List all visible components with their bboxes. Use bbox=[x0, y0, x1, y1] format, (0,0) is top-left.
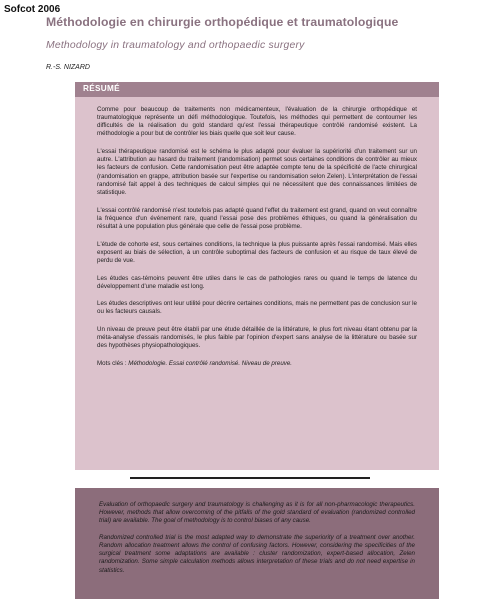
resume-paragraph: Un niveau de preuve peut être établi par une étude détaillée de la littérature, le plus fort niveau étant obtenu par la méta-analyse d'essais randomisés, le plus faible par l'opinion d'expert sans analyse de la littérature ou basée sur des hypothèses physiopathologiques. bbox=[97, 326, 417, 350]
resume-heading: RÉSUMÉ bbox=[83, 84, 120, 93]
journal-label: Sofcot 2006 bbox=[4, 4, 61, 15]
author-name: R.-S. NIZARD bbox=[46, 64, 90, 71]
resume-header-bar bbox=[75, 82, 439, 97]
abstract-paragraph: Randomized controlled trial is the most adapted way to demonstrate the superiority of a treatment over another. Random allocation treatment allows the control of confusing factors. However, considering the specificities of the surgical treatment some adaptations are available : cluster randomization, expert-based allocation, Zelen randomization. Some simple calculation methods allows interpretation of these trials and do not need expertise in statistics. bbox=[99, 533, 415, 574]
keywords-line bbox=[97, 360, 417, 368]
section-divider bbox=[130, 477, 370, 479]
resume-body bbox=[97, 106, 417, 368]
resume-paragraph: L'essai thérapeutique randomisé est le schéma le plus adapté pour évaluer la supériorité d'un traitement sur un autre. L'attribution au hasard du traitement (randomisation) permet sous certaines conditions de contrôler au mieux les facteurs de confusion. Cette randomisation peut être adaptée compte tenu de la spécificité de l'acte chirurgical (randomisation en grappe, attribution basée sur l'expertise ou randomisation selon Zelen). L'interprétation de l'essai randomisé fait appel à des techniques de calcul simples qui ne nécessitent que des connaissances limitées de statistique. bbox=[97, 148, 417, 196]
resume-paragraph: Les études cas-témoins peuvent être utiles dans le cas de pathologies rares ou quand le temps de latence du développement d'une maladie est long. bbox=[97, 274, 417, 290]
abstract-paragraph: Evaluation of orthopaedic surgery and traumatology is challenging as it is for all non-pharmacologic therapeutics. However, methods that allow overcoming of the pitfalls of the gold standard of evaluation (randomized controlled trial) are available. The goal of methodology is to control biases of any cause. bbox=[99, 501, 415, 525]
abstract-section bbox=[75, 488, 439, 599]
resume-paragraph: Comme pour beaucoup de traitements non médicamenteux, l'évaluation de la chirurgie orthopédique et traumatologique représente un défi méthodologique. Toutefois, les méthodes qui permettent de contourner les difficultés de la réalisation du gold standard qu'est l'essai thérapeutique contrôlé randomisé existent. La méthodologie a pour but de contrôler les biais quelle que soit leur cause. bbox=[97, 106, 417, 138]
keywords-label: Mots clés : bbox=[97, 360, 129, 368]
resume-paragraph: L'étude de cohorte est, sous certaines conditions, la technique la plus puissante après l'essai randomisé. Mais elles exposent au biais de sélection, à un contrôle suboptimal des facteurs de confusion et au risque de taux élevé de perdu de vue. bbox=[97, 240, 417, 264]
title-english: Methodology in traumatology and orthopaedic surgery bbox=[46, 40, 305, 51]
resume-paragraph: L'essai contrôlé randomisé n'est toutefois pas adapté quand l'effet du traitement est grand, quand on veut connaître la fréquence d'un événement rare, quand l'essai pose des problèmes éthiques, ou quand la généralisation du résultat à une population plus générale que celle de l'essai pose problème. bbox=[97, 206, 417, 230]
abstract-body bbox=[99, 501, 415, 583]
keywords-text: Méthodologie. Essai contrôlé randomisé. Niveau de preuve. bbox=[128, 360, 293, 368]
title-french: Méthodologie en chirurgie orthopédique et traumatologique bbox=[46, 15, 399, 29]
resume-paragraph: Les études descriptives ont leur utilité pour décrire certaines conditions, mais ne permettent pas de conclusion sur le ou les facteurs causals. bbox=[97, 300, 417, 316]
resume-section bbox=[75, 82, 439, 470]
